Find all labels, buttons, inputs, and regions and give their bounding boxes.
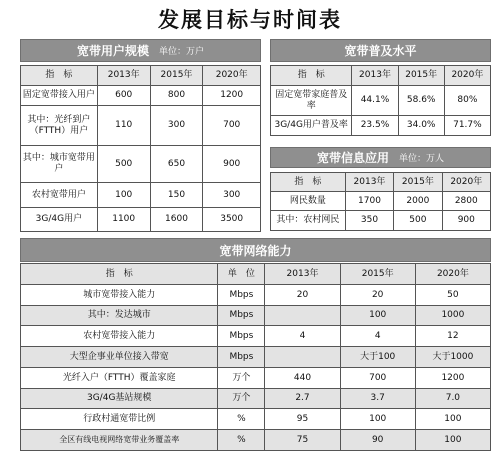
cell: 800	[150, 86, 203, 106]
table-row	[271, 116, 491, 136]
network-title: 宽带网络能力	[219, 243, 292, 258]
row-label: 3G/4G基站规模	[21, 389, 218, 409]
cell: 2.7	[265, 389, 340, 409]
user-scale-header	[20, 39, 261, 62]
table-row	[21, 389, 491, 409]
column-header: 2015年	[394, 173, 442, 192]
row-label: 3G/4G用户普及率	[271, 116, 352, 136]
table-row	[271, 192, 491, 211]
row-label: 行政村通宽带比例	[21, 409, 218, 430]
row-label: 固定宽带接入用户	[21, 86, 98, 106]
column-header: 2015年	[398, 66, 444, 86]
table-row	[21, 409, 491, 430]
info-apps-panel	[270, 147, 491, 231]
cell: 300	[203, 183, 261, 208]
penetration-panel	[270, 39, 491, 136]
table-header-row	[271, 173, 491, 192]
cell: 12	[415, 326, 490, 347]
cell: 100	[340, 306, 415, 326]
cell: 万个	[218, 389, 265, 409]
column-header: 2020年	[444, 66, 490, 86]
cell: 500	[394, 211, 442, 231]
cell: 100	[415, 409, 490, 430]
cell: 34.0%	[398, 116, 444, 136]
cell: 600	[97, 86, 150, 106]
column-header: 指 标	[271, 173, 346, 192]
cell: 大于1000	[415, 347, 490, 368]
cell: 58.6%	[398, 86, 444, 116]
cell: 71.7%	[444, 116, 490, 136]
cell: %	[218, 430, 265, 451]
row-label: 城市宽带接入能力	[21, 285, 218, 306]
cell: 1100	[97, 208, 150, 232]
column-header: 指 标	[21, 66, 98, 86]
cell: 150	[150, 183, 203, 208]
cell: 700	[340, 368, 415, 389]
row-label: 其中：城市宽带用户	[21, 146, 98, 183]
user-scale-table	[20, 65, 261, 232]
cell: %	[218, 409, 265, 430]
cell: 110	[97, 106, 150, 146]
row-label: 其中：光纤到户（FTTH）用户	[21, 106, 98, 146]
table-row	[21, 347, 491, 368]
cell: 大于100	[340, 347, 415, 368]
cell: 100	[415, 430, 490, 451]
cell: 4	[265, 326, 340, 347]
cell: 100	[340, 409, 415, 430]
cell: 1000	[415, 306, 490, 326]
column-header: 2013年	[265, 264, 340, 285]
cell: 1600	[150, 208, 203, 232]
cell: 1200	[203, 86, 261, 106]
table-row	[21, 306, 491, 326]
row-label: 其中：农村网民	[271, 211, 346, 231]
row-label: 固定宽带家庭普及率	[271, 86, 352, 116]
column-header: 2015年	[340, 264, 415, 285]
cell: 95	[265, 409, 340, 430]
table-row	[21, 106, 261, 146]
cell: Mbps	[218, 326, 265, 347]
info-apps-title: 宽带信息应用	[316, 151, 389, 165]
column-header: 2020年	[442, 173, 490, 192]
network-table	[20, 263, 491, 451]
row-label: 3G/4G用户	[21, 208, 98, 232]
cell: 650	[150, 146, 203, 183]
cell: 80%	[444, 86, 490, 116]
cell: 900	[442, 211, 490, 231]
column-header: 2020年	[203, 66, 261, 86]
cell	[265, 347, 340, 368]
row-label: 光纤入户（FTTH）覆盖家庭	[21, 368, 218, 389]
column-header: 2013年	[97, 66, 150, 86]
row-label: 农村宽带用户	[21, 183, 98, 208]
cell: 4	[340, 326, 415, 347]
column-header: 单 位	[218, 264, 265, 285]
column-header: 指 标	[271, 66, 352, 86]
table-row	[21, 146, 261, 183]
row-label: 农村宽带接入能力	[21, 326, 218, 347]
row-label: 全区有线电视网络宽带业务覆盖率	[21, 430, 218, 451]
table-row	[21, 208, 261, 232]
page-title: 发展目标与时间表	[158, 7, 342, 32]
cell: 2000	[394, 192, 442, 211]
cell: 90	[340, 430, 415, 451]
cell: 3.7	[340, 389, 415, 409]
cell: 300	[150, 106, 203, 146]
penetration-title: 宽带普及水平	[344, 44, 417, 58]
cell: 1200	[415, 368, 490, 389]
user-scale-unit: 单位：万户	[159, 47, 205, 57]
cell: 100	[97, 183, 150, 208]
penetration-header	[270, 39, 491, 62]
column-header: 2020年	[415, 264, 490, 285]
column-header: 指 标	[21, 264, 218, 285]
cell: 75	[265, 430, 340, 451]
cell: Mbps	[218, 285, 265, 306]
cell: 7.0	[415, 389, 490, 409]
table-row	[271, 211, 491, 231]
cell: 900	[203, 146, 261, 183]
cell	[265, 306, 340, 326]
cell: 3500	[203, 208, 261, 232]
table-row	[21, 285, 491, 306]
cell: 万个	[218, 368, 265, 389]
user-scale-panel	[20, 39, 261, 232]
penetration-table	[270, 65, 491, 136]
table-row	[21, 430, 491, 451]
network-panel	[20, 238, 491, 451]
cell: 20	[265, 285, 340, 306]
table-row	[271, 86, 491, 116]
user-scale-title: 宽带用户规模	[76, 44, 149, 58]
column-header: 2015年	[150, 66, 203, 86]
cell: 350	[345, 211, 393, 231]
column-header: 2013年	[345, 173, 393, 192]
table-row	[21, 86, 261, 106]
table-header-row	[21, 264, 491, 285]
table-header-row	[271, 66, 491, 86]
cell: 20	[340, 285, 415, 306]
table-row	[21, 183, 261, 208]
cell: 50	[415, 285, 490, 306]
cell: 700	[203, 106, 261, 146]
cell: Mbps	[218, 306, 265, 326]
row-label: 网民数量	[271, 192, 346, 211]
cell: Mbps	[218, 347, 265, 368]
table-row	[21, 326, 491, 347]
info-apps-table	[270, 172, 491, 231]
cell: 23.5%	[352, 116, 398, 136]
network-header	[20, 238, 491, 262]
table-header-row	[21, 66, 261, 86]
row-label: 其中：发达城市	[21, 306, 218, 326]
cell: 500	[97, 146, 150, 183]
info-apps-header	[270, 147, 491, 168]
cell: 440	[265, 368, 340, 389]
cell: 1700	[345, 192, 393, 211]
cell: 44.1%	[352, 86, 398, 116]
row-label: 大型企事业单位接入带宽	[21, 347, 218, 368]
info-apps-unit: 单位：万人	[399, 154, 445, 164]
cell: 2800	[442, 192, 490, 211]
column-header: 2013年	[352, 66, 398, 86]
table-row	[21, 368, 491, 389]
